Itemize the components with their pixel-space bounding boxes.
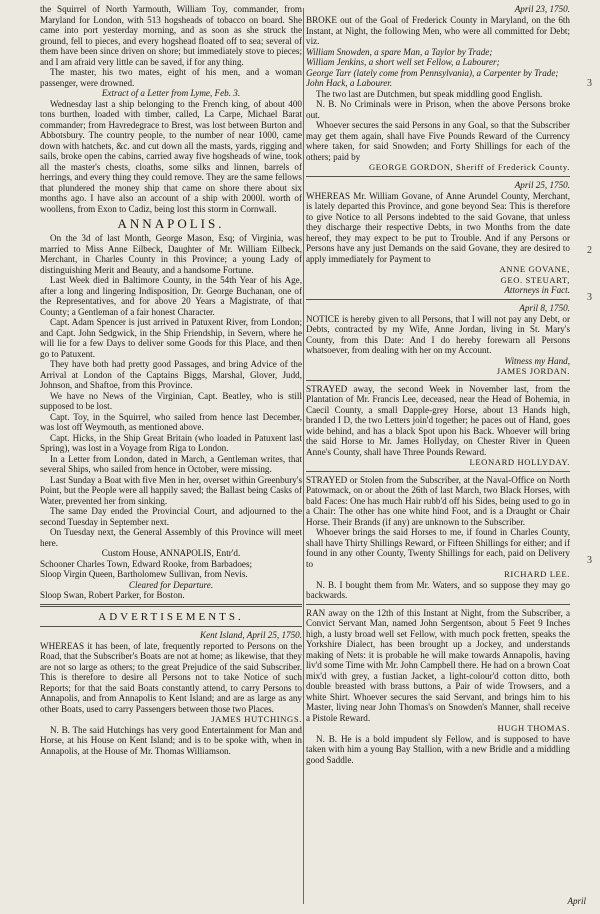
- escapee-4: John Hack, a Labourer.: [306, 78, 393, 88]
- divider: [306, 471, 570, 472]
- escapee-3: George Tarr (lately come from Pennsylvania), a Carpenter by Trade;: [306, 67, 559, 78]
- criminals-note: N. B. No Criminals were in Prison, when the above Persons broke out.: [306, 99, 570, 120]
- margin-mark: 3: [587, 292, 592, 303]
- virginian-notice: We have no News of the Virginian, Capt. Beatley, who is still supposed to be lost.: [40, 390, 302, 411]
- lee-advertisement: STRAYED or Stolen from the Subscriber, at the Naval-Office on North Patowmack, on or about the 26th of last March, two Black Horses, with bald Faces: One has much Hair rubb'd off his Sides, being used to go in a Chair: The other has one white hind Foot, and is a Draught or Chair Horse. Their Brands (if any) are unknown to the Subscriber.: [306, 474, 570, 527]
- jordan-signature: JAMES JORDAN.: [496, 366, 570, 376]
- column-rule: [303, 8, 304, 904]
- letter-notice: In a Letter from London, dated in March, a Gentleman writes, that several Ships, who sailed from hence in October, were missing.: [40, 453, 302, 474]
- govane-advertisement: WHEREAS Mr. William Govane, of Anne Arundel County, Merchant, is lately departed this Province, and gone beyond Sea: This is therefore to give Notice to all Persons indebted to the said Govane, that unless they discharge their respective Debts, in two Months from the date hereof, they may expect to be put to Trouble. And if any Persons or Persons have any just Demands on the said Govane, they are desired to apply immediately for Payment to: [306, 190, 570, 264]
- jordan-date: April 8, 1750.: [519, 302, 570, 313]
- hollyday-advertisement: STRAYED away, the second Week in November last, from the Plantation of Mr. Francis Lee, deceased, near the Head of Bohemia, in Caecil County, a small Dapple-grey Horse, about 13 Hands high, branded I D, the two Letters join'd together; he paces out of Hand, goes wide behind, and has a black Spot upon his Back. Whoever will bring the said Horse to Mr. James Hollyday, on Chester River in Queen Anne's County, shall have Three Pounds Reward.: [306, 383, 570, 457]
- passages-notice: They have both had pretty good Passages, and bring Advice of the Arrival at London of the Captains Biggs, Marshal, Glover, Judd, Johnson, and Shaftoe, from this Province.: [40, 359, 302, 390]
- divider: [306, 604, 570, 605]
- govane-signature-1: ANNE GOVANE,: [499, 264, 570, 274]
- extract-heading: Extract of a Letter from Lyme, Feb. 3.: [101, 88, 241, 98]
- custom-house-heading: Custom House, ANNAPOLIS, Entr'd.: [101, 548, 241, 558]
- lee-signature: RICHARD LEE.: [504, 569, 570, 579]
- annapolis-heading: ANNAPOLIS.: [117, 216, 225, 231]
- goal-break-advertisement: BROKE out of the Goal of Frederick County in Maryland, on the 6th Instant, at Night, the following Men, who were all committed for Debt; viz.: [306, 15, 570, 46]
- goal-break-date: April 23, 1750.: [514, 4, 570, 14]
- catchword: April: [567, 896, 586, 906]
- french-ship-paragraph: Wednesday last a ship belonging to the French king, of about 400 tons burthen, loaded with timber, called, La Carpe, Michael Barat commander; from Havredegrace to Brest, was lost between Burton and Abbotsbury. The country people, to the number of near 1000, came down with hatchets, &c. and cut down all the masts, yards, rigging and sails, broke open the cabins, carried away five hogsheads of wine, took all the master's chests, cloaths, some silks and linnen, barrels of herrings, and every thing they could remove. They are the same fellows that plundered the money ship that came on shore there about six months ago. I have also an account of a ship with 2000l. worth of woollens, from Exon to Cadiz, being lost this storm in Cornwall.: [40, 98, 302, 214]
- thomas-signature: HUGH THOMAS.: [497, 723, 570, 733]
- jordan-witness: Witness my Hand,: [504, 355, 570, 366]
- govane-attorneys: Attorneys in Fact.: [504, 285, 570, 295]
- govane-date: April 25, 1750.: [514, 179, 570, 190]
- jordan-notice: NOTICE is hereby given to all Persons, that I will not pay any Debt, or Debts, contracted by my Wife, Anne Jordan, living in St. Mary's County, from this Date: And I do hereby forewarn all Persons whatsoever, from dealing with her on my Account.: [306, 313, 570, 355]
- gordon-signature: GEORGE GORDON, Sheriff of Frederick County.: [369, 162, 570, 172]
- kent-island-date: Kent Island, April 25, 1750.: [200, 629, 302, 640]
- shipwreck-paragraph: the Squirrel of North Yarmouth, William Toy, commander, from Maryland for London, with 513 hogsheads of tobacco on board. She came into port yesterday morning, and as soon as she struck the ground, fell to pieces, and every hogshead floated off to sea; several of them have been since driven on shore; but immediately stove to pieces; and I am afraid very little can be saved, if for any thing.: [40, 4, 302, 67]
- drowned-paragraph: The master, his two mates, eight of his men, and a woman passenger, were drowned.: [40, 67, 302, 88]
- cleared-heading: Cleared for Departure.: [128, 579, 214, 590]
- govane-signature-2: GEO. STEUART,: [500, 274, 570, 285]
- advertisements-rule: [40, 626, 302, 627]
- entry-3: Sloop Swan, Robert Parker, for Boston.: [40, 590, 185, 600]
- lee-nb: N. B. I bought them from Mr. Waters, and so suppose they may go backwards.: [306, 579, 570, 600]
- arrival-notice: Capt. Adam Spencer is just arrived in Patuxent River, from London; and Capt. John Sedgwick, in the Ship Friendship, in Severn, where he will lie for a few Days to deliver some Goods for this Place, and then go to Patuxent.: [40, 317, 302, 359]
- thomas-advertisement: RAN away on the 12th of this Instant at Night, from the Subscriber, a Convict Servant Man, named John Sergentson, about 5 Feet 9 Inches high, a lusty broad well set Fellow, with much pock fretten, speaks the Yorkshire Dialect, has been brought up a Jockey, and understands making of Nets: it is probable he will make towards Annapolis, having liv'd some Time with Mr. John Campbell there. He had on a brown Coat mix'd with grey, a fustian Jacket, a light-colour'd cotton ditto, both double breasted with brass buttons, a Pair of wide Trowsers, and a white Shirt. Whoever secures the said Servant, and brings him to his Master, living near John Thomas's on Snowden's Manner, shall receive a Pistole Reward.: [306, 607, 570, 723]
- right-column: [306, 4, 570, 908]
- reward-note: Whoever secures the said Persons in any Goal, so that the Subscriber may get them again, shall have Five Pounds Reward of the Currency where taken, for said Snowden; and Forty Shillings for each of the others; paid by: [306, 120, 570, 162]
- entry-1: Schooner Charles Town, Edward Rooke, from Barbadoes;: [40, 558, 253, 569]
- court-notice: The same Day ended the Provincial Court, and adjourned to the second Tuesday in September next.: [40, 506, 302, 527]
- hutchings-nb: N. B. The said Hutchings has very good Entertainment for Man and Horse, at his House on Kent Island; and is to be spoke with, when in Annapolis, at the House of Mr. Thomas Williamson.: [40, 724, 302, 756]
- margin-mark: 3: [587, 555, 592, 566]
- thomas-nb: N. B. He is a bold impudent sly Fellow, and is supposed to have taken with him a young Bay Stallion, with a new Bridle and a middling good Saddle.: [306, 733, 570, 765]
- divider: [306, 176, 570, 177]
- left-column: [40, 4, 302, 908]
- escapee-1: William Snowden, a spare Man, a Taylor by Trade;: [306, 46, 493, 57]
- toy-notice: Capt. Toy, in the Squirrel, who sailed from hence last December, was lost off Weymouth, as mentioned above.: [40, 411, 302, 432]
- divider: [306, 299, 570, 300]
- hutchings-advertisement: WHEREAS it has been, of late, frequently reported to Persons on the Road, that the Subscriber's Boats are not at home; as likewise, that they are not so large as others; to the great Prejudice of the said Subscriber. This is therefore to desire all Persons not to take Notice of such Reports; for that the said Boats constantly attend, to carry Persons to Annapolis, and from Annapolis to Kent Island; and are as large as any other Boats, used to carry Passengers between those two Places.: [40, 640, 302, 714]
- advertisements-heading: ADVERTISEMENTS.: [98, 610, 244, 623]
- lee-reward: Whoever brings the said Horses to me, if found in Charles County, shall have Thirty Shillings Reward, or Fifteen Shillings for either; and if found in any other County, Twenty Shillings for each, paid on Delivery to: [306, 527, 570, 569]
- margin-mark: 2: [587, 245, 592, 256]
- entry-2: Sloop Virgin Queen, Bartholomew Sullivan, from Nevis.: [40, 569, 248, 579]
- assembly-notice: On Tuesday next, the General Assembly of this Province will meet here.: [40, 527, 302, 548]
- boat-notice: Last Sunday a Boat with five Men in her, overset within Greenbury's Point, but the People were all happily saved; the Ballast being Casks of Water, prevented her from sinking.: [40, 474, 302, 506]
- section-divider: [40, 604, 302, 607]
- hutchings-signature: JAMES HUTCHINGS.: [211, 714, 302, 724]
- divider: [306, 380, 570, 381]
- marriage-notice: On the 3d of last Month, George Mason, Esq; of Virginia, was married to Miss Anne Eilbeck, Daughter of Mr. William Eilbeck, Merchant, in Charles County in this Province; a young Lady of distinguishing Merit and Beauty, and a handsome Fortune.: [40, 233, 302, 275]
- margin-mark: 3: [587, 78, 592, 89]
- death-notice: Last Week died in Baltimore County, in the 54th Year of his Age, after a long and lingering Indisposition, Dr. George Buchanan, one of the Representatives, and for above 20 Years a Magistrate, of that County; a Gentleman of a fair honest Character.: [40, 275, 302, 317]
- dutchmen-note: The two last are Dutchmen, but speak middling good English.: [316, 88, 543, 99]
- hollyday-signature: LEONARD HOLLYDAY.: [469, 457, 570, 467]
- escapee-2: William Jenkins, a short well set Fellow, a Labourer;: [306, 57, 500, 67]
- hicks-notice: Capt. Hicks, in the Ship Great Britain (who loaded in Patuxent last Spring), was lost in a Voyage from Riga to London.: [40, 432, 302, 453]
